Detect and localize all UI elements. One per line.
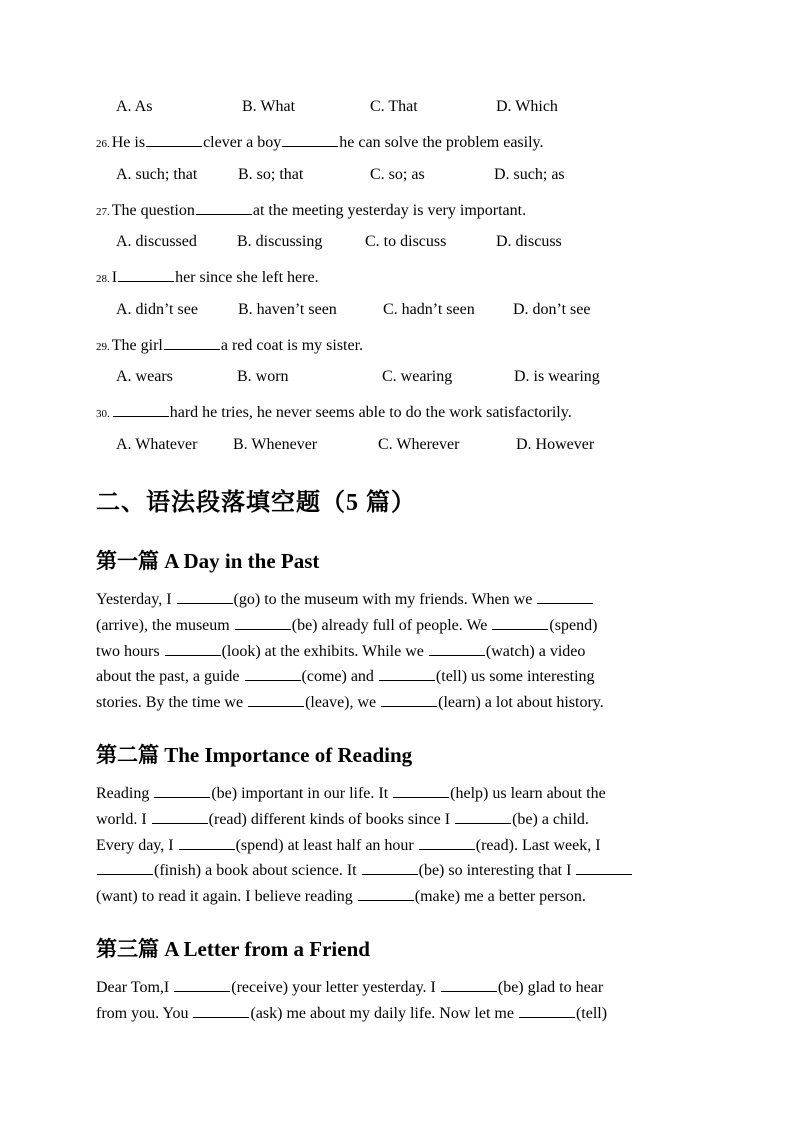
answer-blank [146,132,202,147]
q30-option-c: C. Wherever [378,436,460,453]
q28-option-c: C. hadn’t seen [383,301,475,318]
q26-option-b: B. so; that [238,166,304,183]
q28-option-a: A. didn’t see [116,301,198,318]
passage-line: Every day, I (spend) at least half an hour (read). Last week, I [96,836,601,854]
q30-option-b: B. Whenever [233,436,318,453]
q29-option-d: D. is wearing [514,368,600,385]
passage-line: (want) to read it again. I believe reading (make) me a better person. [96,888,586,906]
q28-option-d: D. don’t see [513,301,591,318]
question-27 [96,200,526,220]
question-text: The girl [111,337,163,354]
answer-blank [118,267,174,282]
q25-option-b: B. What [242,98,296,115]
passage-line: two hours (look) at the exhibits. While we (watch) a video [96,642,586,660]
q30-option-a: A. Whatever [116,436,198,453]
q29-option-b: B. worn [237,368,289,385]
q25-option-c: C. That [370,98,418,115]
question-number: 26. [96,138,110,150]
question-30 [96,402,572,422]
passage-3-title: 第三篇 A Letter from a Friend [96,937,370,961]
passage-line: (finish) a book about science. It (be) so interesting that I [96,858,706,884]
question-text: He is [111,134,146,151]
q26-option-c: C. so; as [370,166,425,183]
q25-option-a: A. As [116,98,153,115]
question-number: 27. [96,206,110,218]
passage-line: about the past, a guide (come) and (tell) us some interesting [96,668,595,686]
passage-1-body [96,587,706,716]
question-text: at the meeting yesterday is very important. [252,202,527,219]
question-text: hard he tries, he never seems able to do the work satisfactorily. [169,404,572,421]
question-28 [96,267,319,287]
question-26 [96,132,544,152]
question-number: 30. [96,408,110,420]
question-29 [96,335,363,355]
answer-blank [282,132,338,147]
question-text: a red coat is my sister. [220,337,364,354]
q26-option-a: A. such; that [116,166,198,183]
passage-line: from you. You (ask) me about my daily life. Now let me (tell) [96,1004,608,1022]
q27-option-a: A. discussed [116,233,197,250]
section-heading: 二、语法段落填空题（5 篇） [96,490,416,516]
question-text: clever a boy [203,134,282,151]
q29-option-a: A. wears [116,368,173,385]
passage-line: world. I (read) different kinds of books since I (be) a child. [96,810,589,828]
passage-3-body [96,975,706,1027]
q28-option-b: B. haven’t seen [238,301,337,318]
passage-line: stories. By the time we (leave), we (learn) a lot about history. [96,694,604,712]
passage-2-body [96,781,706,910]
passage-line: Yesterday, I (go) to the museum with my friends. When we [96,587,706,613]
q25-option-d: D. Which [496,98,558,115]
q29-option-c: C. wearing [382,368,453,385]
question-text: I [111,269,118,286]
q26-option-d: D. such; as [494,166,565,183]
question-number: 28. [96,273,110,285]
q27-option-b: B. discussing [237,233,323,250]
passage-line: Reading (be) important in our life. It (help) us learn about the [96,785,606,802]
answer-blank [113,402,169,417]
q27-option-c: C. to discuss [365,233,447,250]
q27-option-d: D. discuss [496,233,562,250]
passage-line: Dear Tom,I (receive) your letter yesterday. I (be) glad to hear [96,979,604,996]
question-text: her since she left here. [175,269,319,286]
passage-2-title: 第二篇 The Importance of Reading [96,743,413,767]
q30-option-d: D. However [516,436,595,453]
answer-blank [164,335,220,350]
passage-line: (arrive), the museum (be) already full of people. We (spend) [96,616,598,634]
question-number: 29. [96,341,110,353]
question-text: The question [111,202,195,219]
passage-1-title: 第一篇 A Day in the Past [96,549,320,573]
question-text: he can solve the problem easily. [339,134,544,151]
answer-blank [196,200,252,215]
